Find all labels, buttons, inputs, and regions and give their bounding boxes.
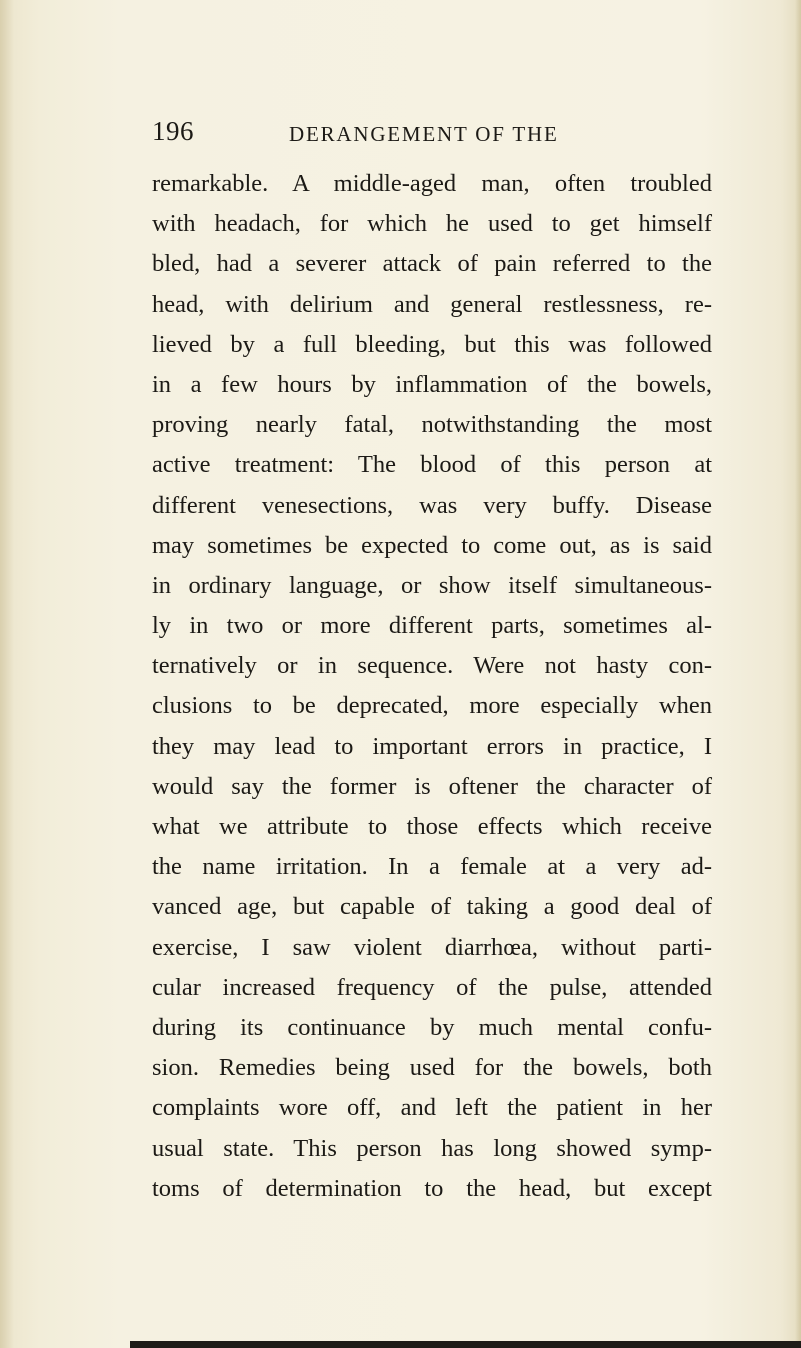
text-line: vanced age, but capable of taking a good deal of — [152, 893, 712, 921]
text-line: exercise, I saw violent diarrhœa, without parti- — [152, 933, 712, 961]
text-line: different venesections, was very buffy. Disease — [152, 491, 712, 519]
text-line: sion. Remedies being used for the bowels, both — [152, 1054, 712, 1082]
text-line: in a few hours by inflammation of the bowels, — [152, 370, 712, 398]
text-line: they may lead to important errors in practice, I — [152, 732, 712, 760]
binding-shadow — [0, 0, 14, 1348]
text-line: head, with delirium and general restlessness, re- — [152, 290, 712, 318]
text-line: what we attribute to those effects which receive — [152, 813, 712, 840]
page-number: 196 — [152, 116, 194, 146]
text-line: with headach, for which he used to get himself — [152, 210, 712, 238]
text-line: in ordinary language, or show itself simultaneous- — [152, 571, 712, 599]
running-head — [152, 116, 672, 150]
text-line: the name irritation. In a female at a very ad- — [152, 853, 712, 881]
text-line: proving nearly fatal, notwithstanding the most — [152, 411, 712, 439]
page-edge — [795, 0, 801, 1348]
text-line: ly in two or more different parts, sometimes al- — [152, 612, 712, 640]
text-line: clusions to be deprecated, more especially when — [152, 692, 712, 720]
text-line: may sometimes be expected to come out, as is said — [152, 531, 712, 559]
text-line: during its continuance by much mental confu- — [152, 1013, 712, 1041]
text-line: active treatment: The blood of this person at — [152, 451, 712, 479]
bottom-edge-rule — [130, 1341, 801, 1348]
text-line: bled, had a severer attack of pain referred to the — [152, 250, 712, 278]
body-text — [152, 164, 712, 1209]
text-line: lieved by a full bleeding, but this was followed — [152, 330, 712, 358]
text-line: would say the former is oftener the character of — [152, 772, 712, 800]
text-line: ternatively or in sequence. Were not hasty con- — [152, 652, 712, 680]
text-line: remarkable. A middle-aged man, often troubled — [152, 170, 712, 197]
running-title: DERANGEMENT OF THE — [289, 122, 559, 146]
text-line: cular increased frequency of the pulse, attended — [152, 973, 712, 1001]
text-line: toms of determination to the head, but except — [152, 1174, 712, 1202]
text-line: complaints wore off, and left the patient in her — [152, 1094, 712, 1122]
text-line: usual state. This person has long showed symp- — [152, 1134, 712, 1162]
